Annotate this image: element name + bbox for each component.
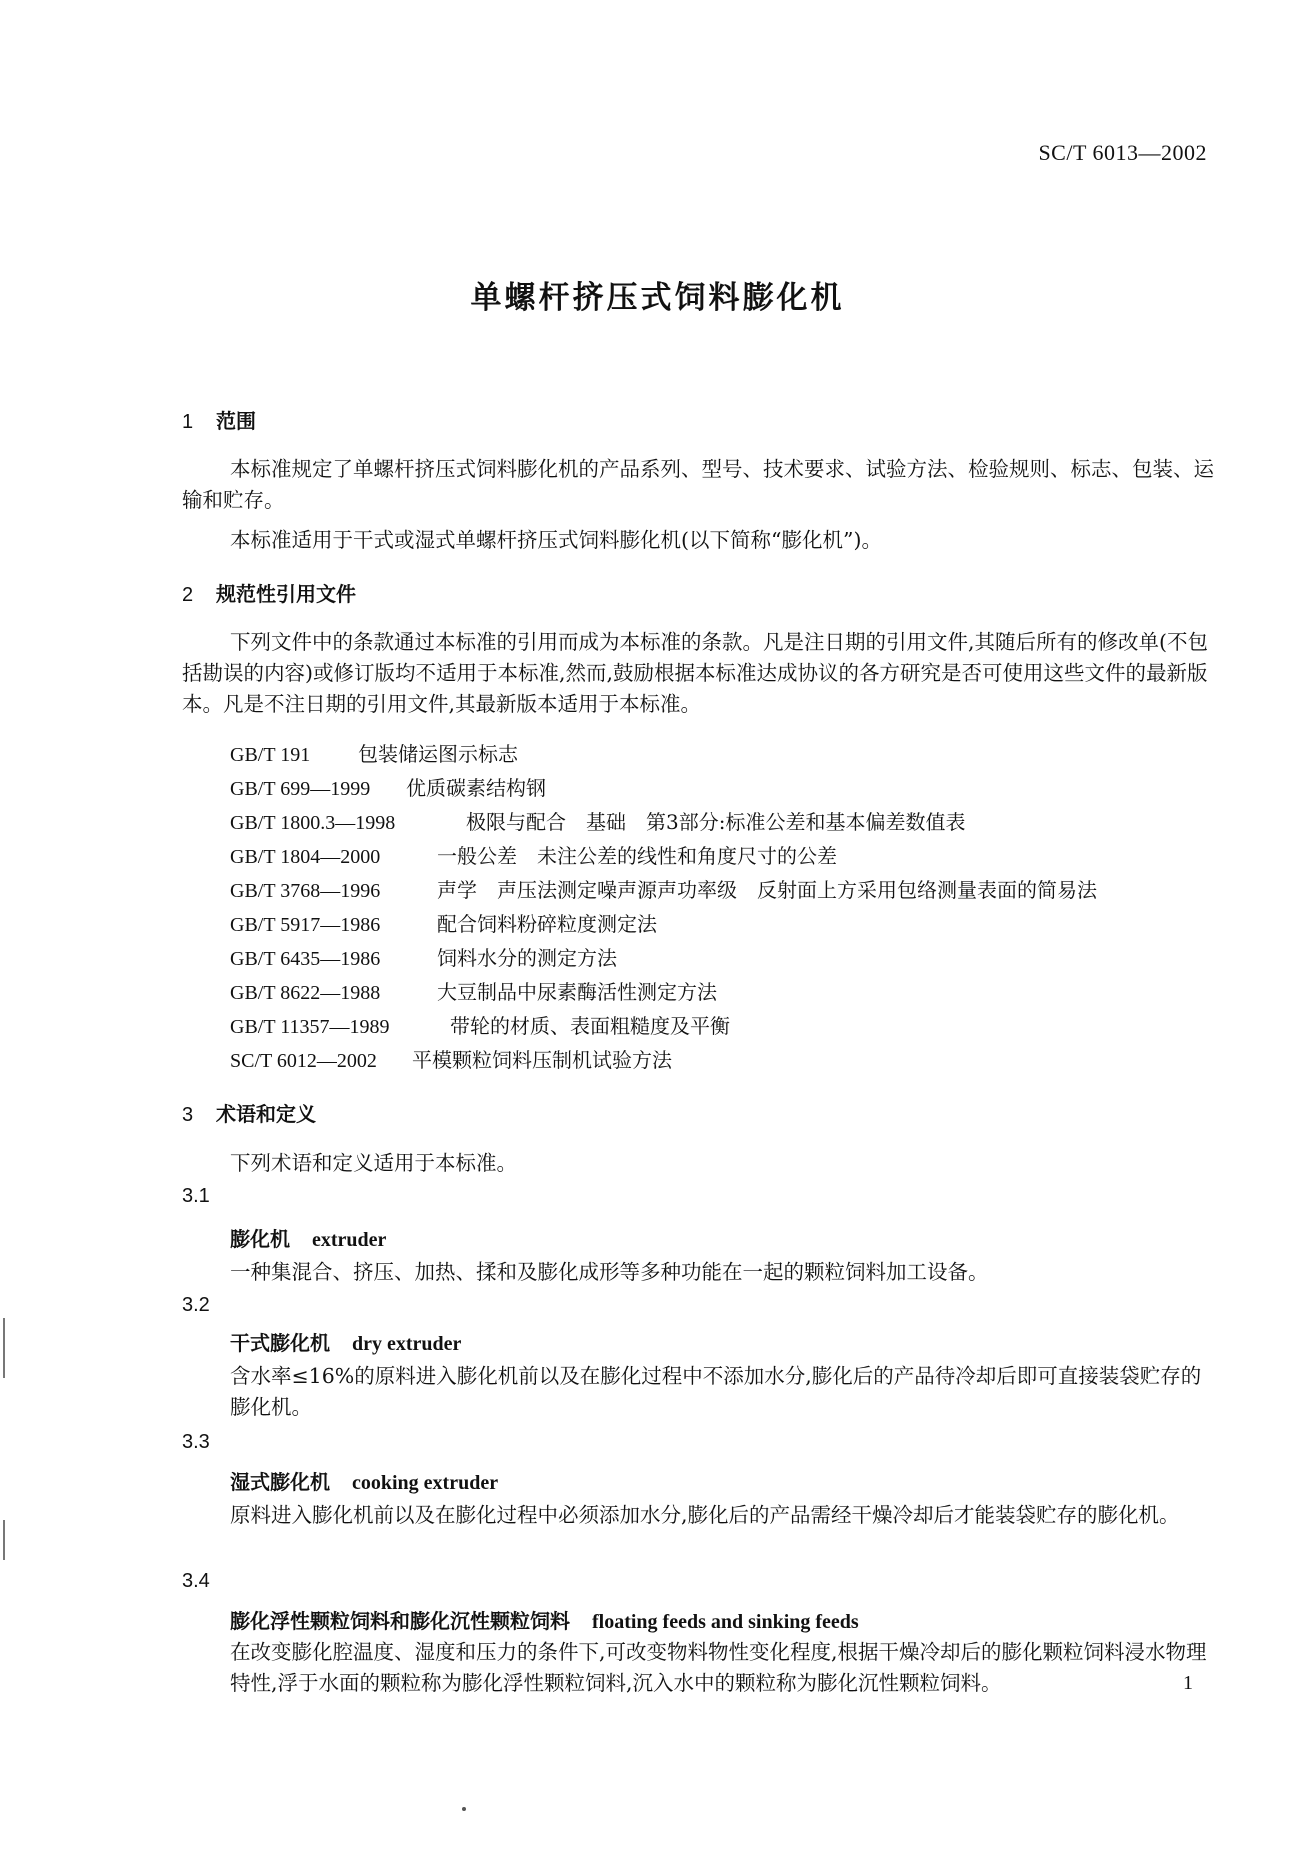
scan-speck: [462, 1807, 466, 1811]
reference-title: 一般公差 未注公差的线性和角度尺寸的公差: [437, 844, 837, 868]
term-english: cooking extruder: [352, 1472, 499, 1494]
clause-number: 3.2: [182, 1294, 210, 1316]
document-title: 单螺杆挤压式饲料膨化机: [470, 280, 845, 316]
reference-item: [230, 1010, 730, 1039]
reference-code: GB/T 1800.3—1998: [230, 812, 396, 834]
scan-edge-mark: [3, 1520, 5, 1560]
term-chinese: 湿式膨化机: [230, 1470, 330, 1494]
reference-code: GB/T 1804—2000: [230, 846, 381, 868]
reference-code: GB/T 191: [230, 744, 311, 766]
standard-code: SC/T 6013—2002: [1038, 140, 1207, 165]
section-1-heading: [182, 405, 256, 434]
term-heading: [230, 1327, 461, 1356]
clause-number: 3.4: [182, 1570, 210, 1592]
reference-title: 配合饲料粉碎粒度测定法: [437, 912, 657, 936]
section-3-heading: [182, 1098, 316, 1127]
reference-code: GB/T 5917—1986: [230, 914, 381, 936]
reference-item: [230, 1044, 672, 1073]
reference-item: [230, 976, 717, 1005]
term-heading: [230, 1605, 859, 1634]
term-chinese: 干式膨化机: [230, 1331, 330, 1355]
page-number: 1: [1183, 1672, 1193, 1694]
term-english: dry extruder: [352, 1333, 462, 1355]
section-number: 3: [182, 1104, 194, 1126]
clause-number: 3.3: [182, 1431, 210, 1453]
term-definition: 含水率≤16%的原料进入膨化机前以及在膨化过程中不添加水分,膨化后的产品待冷却后即可直接装袋贮存的膨化机。: [230, 1364, 1202, 1419]
reference-item: [230, 772, 546, 801]
term-english: extruder: [312, 1229, 387, 1251]
section-title: 范围: [216, 409, 256, 433]
term-english: floating feeds and sinking feeds: [592, 1611, 859, 1633]
reference-title: 平模颗粒饲料压制机试验方法: [412, 1048, 672, 1072]
term-chinese: 膨化浮性颗粒饲料和膨化沉性颗粒饲料: [230, 1609, 570, 1633]
reference-code: SC/T 6012—2002: [230, 1050, 377, 1072]
reference-code: GB/T 11357—1989: [230, 1016, 390, 1038]
reference-title: 声学 声压法测定噪声源声功率级 反射面上方采用包络测量表面的简易法: [437, 878, 1097, 902]
scope-paragraph: 本标准规定了单螺杆挤压式饲料膨化机的产品系列、型号、技术要求、试验方法、检验规则、标志、包装、运输和贮存。: [182, 457, 1214, 512]
reference-item: [230, 874, 1097, 903]
term-heading: [230, 1223, 386, 1252]
section-title: 规范性引用文件: [216, 582, 356, 606]
reference-title: 极限与配合 基础 第3部分:标准公差和基本偏差数值表: [466, 810, 966, 834]
term-definition: 原料进入膨化机前以及在膨化过程中必须添加水分,膨化后的产品需经干燥冷却后才能装袋贮存的膨化机。: [230, 1503, 1180, 1527]
section-2-heading: [182, 578, 356, 607]
reference-item: [230, 942, 617, 971]
reference-item: [230, 806, 965, 835]
reference-title: 优质碳素结构钢: [406, 776, 546, 800]
reference-code: GB/T 699—1999: [230, 778, 371, 800]
reference-title: 大豆制品中尿素酶活性测定方法: [437, 980, 717, 1004]
section-title: 术语和定义: [216, 1102, 316, 1126]
term-heading: [230, 1466, 498, 1495]
term-definition: 在改变膨化腔温度、湿度和压力的条件下,可改变物料物性变化程度,根据干燥冷却后的膨化颗粒饲料浸水物理特性,浮于水面的颗粒称为膨化浮性颗粒饲料,沉入水中的颗粒称为膨化沉性颗粒饲料。: [230, 1640, 1207, 1695]
reference-code: GB/T 3768—1996: [230, 880, 381, 902]
scan-edge-mark: [3, 1318, 5, 1378]
scope-applicability: 本标准适用于干式或湿式单螺杆挤压式饲料膨化机(以下简称“膨化机”)。: [230, 528, 882, 552]
reference-item: [230, 908, 657, 937]
reference-title: 饲料水分的测定方法: [437, 946, 617, 970]
section-number: 2: [182, 584, 194, 606]
clause-number: 3.1: [182, 1185, 210, 1207]
section-number: 1: [182, 411, 194, 433]
term-definition: 一种集混合、挤压、加热、揉和及膨化成形等多种功能在一起的颗粒饲料加工设备。: [230, 1260, 989, 1284]
reference-code: GB/T 8622—1988: [230, 982, 381, 1004]
reference-title: 带轮的材质、表面粗糙度及平衡: [450, 1014, 730, 1038]
normative-references-intro: 下列文件中的条款通过本标准的引用而成为本标准的条款。凡是注日期的引用文件,其随后所有的修改单(不包括勘误的内容)或修订版均不适用于本标准,然而,鼓励根据本标准达成协议的各方研究是否可使用这些文件的最新版本。凡是不注日期的引用文件,其最新版本适用于本标准。: [182, 630, 1209, 716]
reference-code: GB/T 6435—1986: [230, 948, 381, 970]
reference-item: [230, 738, 518, 767]
reference-title: 包装储运图示标志: [358, 742, 518, 766]
terms-intro: 下列术语和定义适用于本标准。: [230, 1151, 517, 1175]
term-chinese: 膨化机: [230, 1227, 290, 1251]
reference-item: [230, 840, 837, 869]
